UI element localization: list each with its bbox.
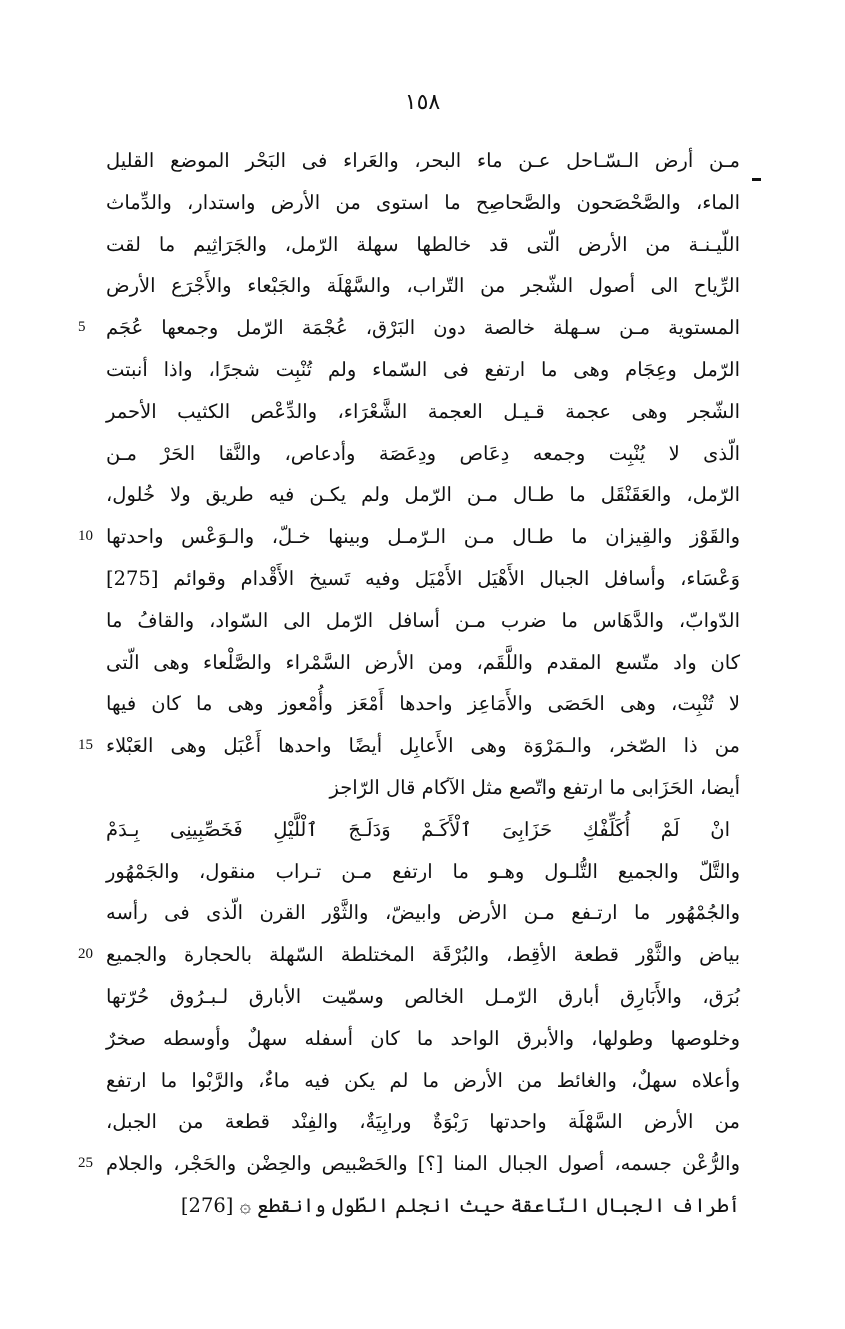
text-line <box>78 725 740 767</box>
line-text: الرّمل، والعَقَنْقَل ما طـال مـن الرّمل ولم يكـن فيه طريق ولا خُلول، <box>106 483 740 507</box>
line-text: المستوية مـن سـهلة خالصة دون البَرْق، عُجْمَة الرّمل وجمعها عُجَم <box>106 316 740 340</box>
text-line <box>106 1101 740 1143</box>
text-line <box>106 140 740 182</box>
text-line <box>106 265 740 307</box>
text-line <box>78 307 740 349</box>
line-text: بياض والثَّوْر قطعة الأقِط، والبُرْقَة المختلطة السّهلة بالحجارة والجميع <box>106 943 740 967</box>
margin-mark <box>752 178 761 181</box>
line-text: وأعلاه سهلٌ، والغائط من الأرض ما لم يكن فيه ماءٌ، والرَّبْوا ما ارتفع <box>106 1068 740 1092</box>
line-number: 5 <box>78 319 86 336</box>
text-line <box>78 516 740 558</box>
text-line <box>106 600 740 642</box>
text-line <box>78 934 740 976</box>
text-line <box>106 683 740 725</box>
line-text: أيضا، الحَزَابى ما ارتفع واتّصع مثل الآكام قال الرّاجز <box>329 775 740 799</box>
text-line <box>106 1018 740 1060</box>
body-text <box>78 140 740 1227</box>
line-text: اللّيـنـة من الأرض الّتى قد خالطها سهلة الرّمل، والجَرَاثِيم ما لقت <box>106 232 740 256</box>
text-line <box>106 474 740 516</box>
line-number: 20 <box>78 946 93 963</box>
line-text: وخلوصها وطولها، والأبرق الواحد ما كان أسفله سهلٌ وأوسطه صخرٌ <box>106 1026 740 1050</box>
text-line <box>106 433 740 475</box>
line-text: والتَّلّ والجميع التُّلـول وهـو ما ارتفع مـن تـراب منقول، والجَمْهُور <box>106 859 740 883</box>
text-line <box>106 391 740 433</box>
text-line <box>106 182 740 224</box>
line-text: والقَوْز والقِيزان ما طـال مـن الـرّمـل وبينها خـلّ، والـوَعْس واحدتها <box>106 525 740 549</box>
line-text: بُرَق، والأَبَارِق أبارق الرّمـل الخالص وسمّيت الأبارق لـبـرُوق حُرّتها <box>106 984 740 1008</box>
line-text: أطراف الجبال النّاعقة حيث انجلم الطّول وانقطع ۞ [276] <box>180 1193 740 1217</box>
line-text: وَعْسَاء، وأسافل الجبال الأَهْيَل الأَمْيَل وفيه تَسيخ الأَقْدام وقوائم [275] <box>106 566 740 590</box>
page-number: ١٥٨ <box>404 90 441 115</box>
text-line <box>106 767 740 809</box>
line-text: والرُّعْن جسمه، أصول الجبال المنا [؟] والحَصْبيص والحِضْن والحَجْر، والجلام <box>106 1152 740 1176</box>
line-number: 15 <box>78 737 93 754</box>
text-line <box>106 224 740 266</box>
line-text: الدّوابّ، والدَّهَاس ما ضرب مـن أسافل الرّمل الى السّواد، والقافُ ما <box>106 608 740 632</box>
line-text: من الأرض السَّهْلَة واحدتها رَبْوَةٌ ورابِيَةٌ، والفِنْد قطعة من الجبل، <box>106 1110 740 1134</box>
line-text: الّذى لا يُنْبِت وجمعه دِعَاص ودِعَصَة وأدعاص، والنَّقا الحَرْ مـن <box>106 441 740 465</box>
line-text: من ذا الصّخر، والـمَرْوَة وهى الأَعابِل أيضًا واحدها أَعْبَل وهى العَبْلاء <box>106 734 740 758</box>
text-line <box>106 558 740 600</box>
text-line <box>106 851 740 893</box>
text-line <box>106 1060 740 1102</box>
line-text: الماء، والصَّحْصَحون والصَّحاصِح ما استوى من الأرض واستدار، والدِّماث <box>106 190 740 214</box>
verse-line <box>106 809 740 851</box>
line-text: لا تُنْبِت، وهى الحَصَى والأَمَاعِز واحدها أَمْعَز وأُمْعوز وهى ما كان فيها <box>106 692 740 716</box>
line-text: الرّمل وعِجَام وهى ما ارتفع فى السّماء ولم تُنْبِت شجرًا، واذا أنبتت <box>106 357 740 381</box>
line-number: 25 <box>78 1155 93 1172</box>
text-line <box>78 1143 740 1185</box>
line-text: الشّجر وهى عجمة قـيـل العجمة الشَّعْرَاء، والدِّعْص الكثيب الأحمر <box>106 399 740 423</box>
text-line <box>106 1185 740 1227</box>
line-text: مـن أرض الـسّـاحل عـن ماء البحر، والعَراء فى البَحْر الموضع القليل <box>106 149 740 172</box>
text-line <box>106 892 740 934</box>
line-text: الرِّياح الى أصول الشّجر من التّراب، والسَّهْلَة والجَبْعاء والأَجْرَع الأرض <box>106 274 740 298</box>
text-line <box>106 976 740 1018</box>
line-text: والجُمْهُور ما ارتـفع مـن الأرض وابيضّ، والثَّوْر القرن الّذى فى رأسه <box>106 901 740 925</box>
line-text: انْ لَمْ أُكَلِّفْكِ حَزَابِىَ ٱلْأَكَـمْ وَدَلَـجَ ٱلْلَّيْلِ فَخَصِّبِينِى بِـدَمْ <box>106 817 730 841</box>
line-text: كان واد متّسع المقدم واللَّقَم، ومن الأرض السَّمْراء والصَّلْعاء وهى الّتى <box>106 650 740 674</box>
line-number: 10 <box>78 528 93 545</box>
text-line <box>106 642 740 684</box>
text-line <box>106 349 740 391</box>
